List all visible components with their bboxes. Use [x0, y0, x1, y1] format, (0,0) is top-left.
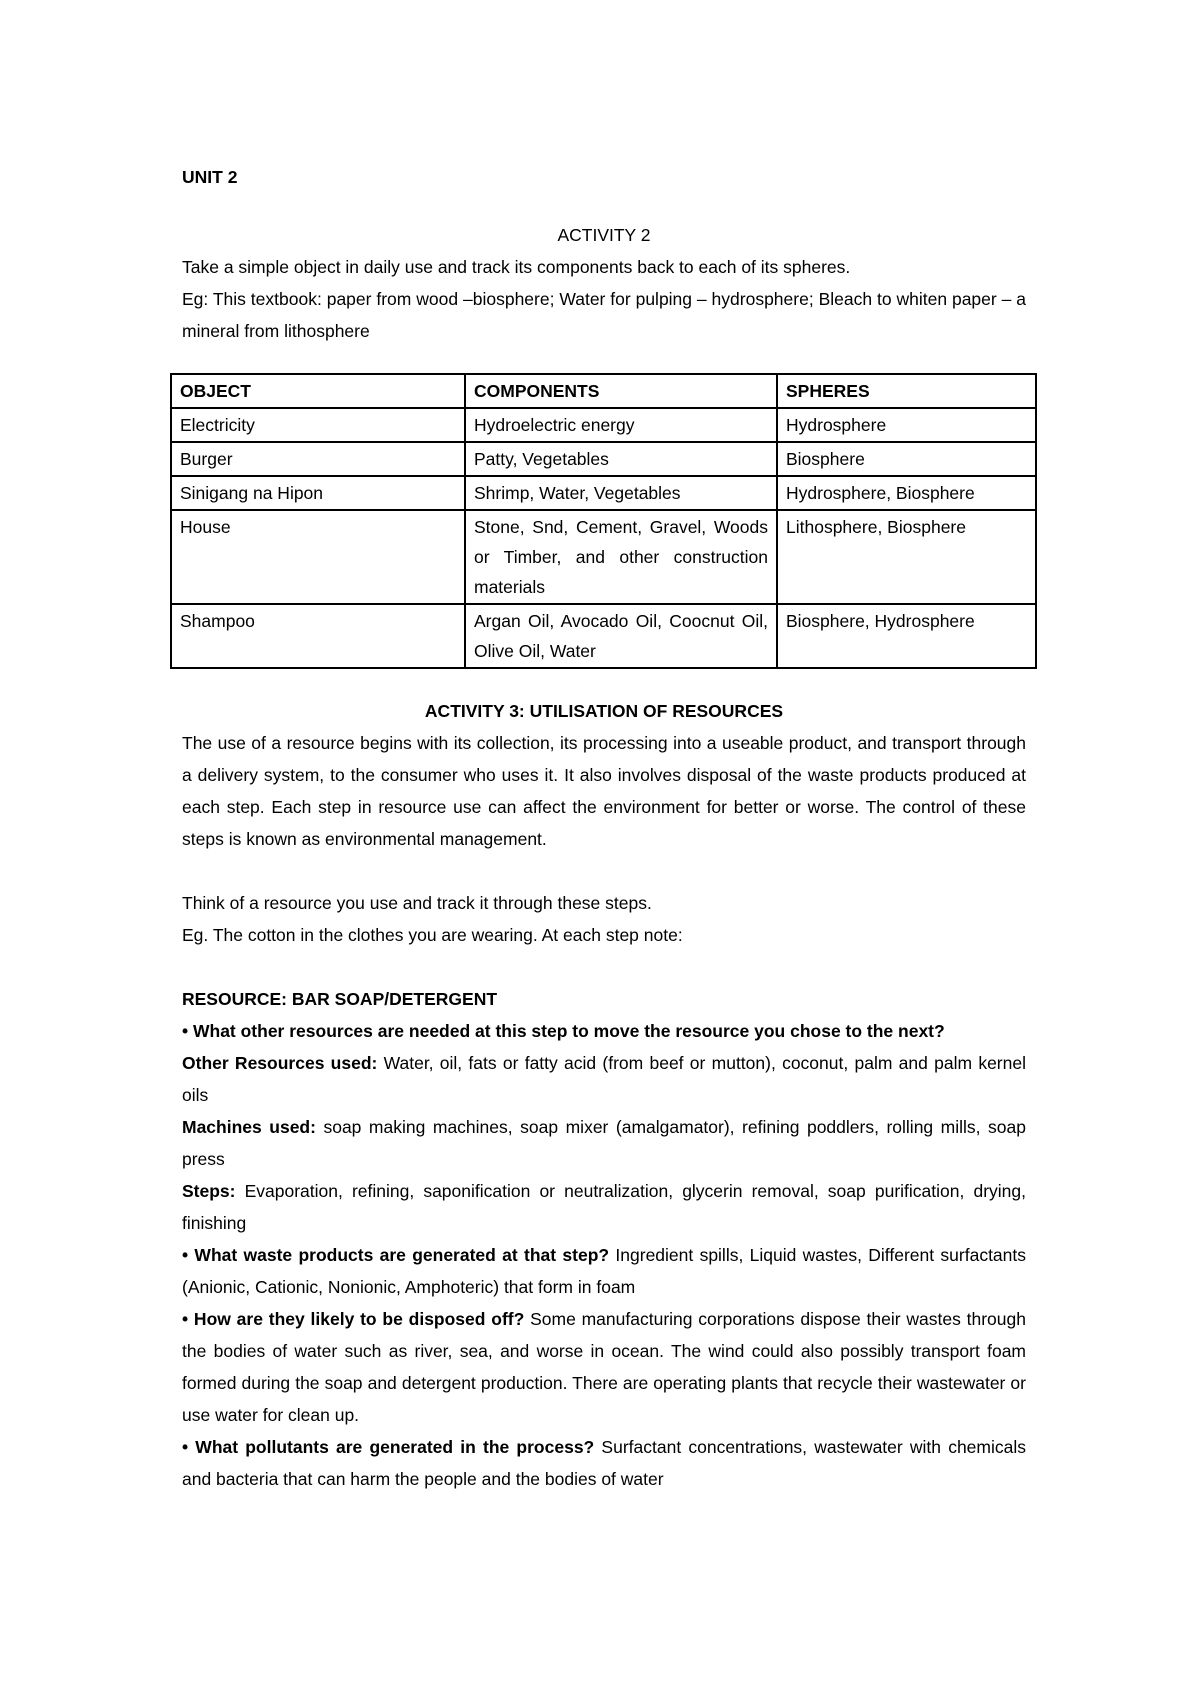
disposal-answer: Some manufacturing corporations dispose their wastes through the bodies of water such as river, sea, and worse in ocean. The wind could also possibly transport foam formed during the soap and detergent production. There are operating plants that recycle their wastewater or use water for clean up.	[182, 1309, 1026, 1425]
table-row	[171, 476, 1036, 510]
waste-products-line	[182, 1239, 1026, 1303]
cell-components: Patty, Vegetables	[465, 442, 777, 476]
question-other-resources: • What other resources are needed at this step to move the resource you chose to the next?	[182, 1021, 945, 1041]
steps-text: Evaporation, refining, saponification or neutralization, glycerin removal, soap purification, drying, finishing	[182, 1181, 1026, 1233]
activity3-title: ACTIVITY 3: UTILISATION OF RESOURCES	[424, 701, 784, 721]
cell-components: Argan Oil, Avocado Oil, Coocnut Oil, Olive Oil, Water	[465, 604, 777, 668]
disposal-line	[182, 1303, 1026, 1431]
cell-object: Shampoo	[171, 604, 465, 668]
pollutants-answer: Surfactant concentrations, wastewater with chemicals and bacteria that can harm the people and the bodies of water	[182, 1437, 1026, 1489]
header-components: COMPONENTS	[465, 374, 777, 408]
cell-object: Burger	[171, 442, 465, 476]
disposal-question: • How are they likely to be disposed off?	[182, 1309, 525, 1329]
resource-heading: RESOURCE: BAR SOAP/DETERGENT	[182, 989, 498, 1009]
cell-spheres: Hydrosphere	[777, 408, 1036, 442]
header-object: OBJECT	[171, 374, 465, 408]
table-row	[171, 408, 1036, 442]
activity2-instruction: Take a simple object in daily use and track its components back to each of its spheres.	[182, 257, 851, 277]
header-spheres: SPHERES	[777, 374, 1036, 408]
activity3-intro: The use of a resource begins with its collection, its processing into a useable product, and transport through a delivery system, to the consumer who uses it. It also involves disposal of the waste products produced at each step. Each step in resource use can affect the environment for better or worse. The control of these steps is known as environmental management.	[182, 733, 1026, 849]
cell-spheres: Biosphere	[777, 442, 1036, 476]
cell-components: Hydroelectric energy	[465, 408, 777, 442]
cell-components: Stone, Snd, Cement, Gravel, Woods or Timber, and other construction materials	[465, 510, 777, 604]
machines-label: Machines used:	[182, 1117, 316, 1137]
activity2-example: Eg: This textbook: paper from wood –biosphere; Water for pulping – hydrosphere; Bleach to whiten paper – a mineral from lithosphere	[182, 289, 1026, 341]
spheres-table	[170, 373, 1037, 669]
machines-text: soap making machines, soap mixer (amalgamator), refining poddlers, rolling mills, soap press	[182, 1117, 1026, 1169]
activity3-eg: Eg. The cotton in the clothes you are wearing. At each step note:	[182, 925, 683, 945]
steps-line	[182, 1175, 1026, 1239]
activity2-title: ACTIVITY 2	[557, 225, 651, 245]
pollutants-line	[182, 1431, 1026, 1495]
waste-products-answer: Ingredient spills, Liquid wastes, Different surfactants (Anionic, Cationic, Nonionic, Amphoteric) that form in foam	[182, 1245, 1027, 1297]
table-row	[171, 442, 1036, 476]
cell-components: Shrimp, Water, Vegetables	[465, 476, 777, 510]
cell-object: Electricity	[171, 408, 465, 442]
cell-spheres: Lithosphere, Biosphere	[777, 510, 1036, 604]
other-resources-line	[182, 1047, 1026, 1111]
pollutants-question: • What pollutants are generated in the process?	[182, 1437, 595, 1457]
other-resources-text: Water, oil, fats or fatty acid (from beef or mutton), coconut, palm and palm kernel oils	[182, 1053, 1026, 1105]
waste-products-question: • What waste products are generated at that step?	[182, 1245, 610, 1265]
machines-line	[182, 1111, 1026, 1175]
document-body	[182, 161, 1026, 1495]
steps-label: Steps:	[182, 1181, 236, 1201]
table-row	[171, 510, 1036, 604]
cell-spheres: Hydrosphere, Biosphere	[777, 476, 1036, 510]
table-row	[171, 604, 1036, 668]
cell-object: House	[171, 510, 465, 604]
cell-spheres: Biosphere, Hydrosphere	[777, 604, 1036, 668]
activity3-think: Think of a resource you use and track it through these steps.	[182, 893, 652, 913]
other-resources-label: Other Resources used:	[182, 1053, 378, 1073]
cell-object: Sinigang na Hipon	[171, 476, 465, 510]
table-header-row	[171, 374, 1036, 408]
unit-heading: UNIT 2	[182, 167, 238, 187]
